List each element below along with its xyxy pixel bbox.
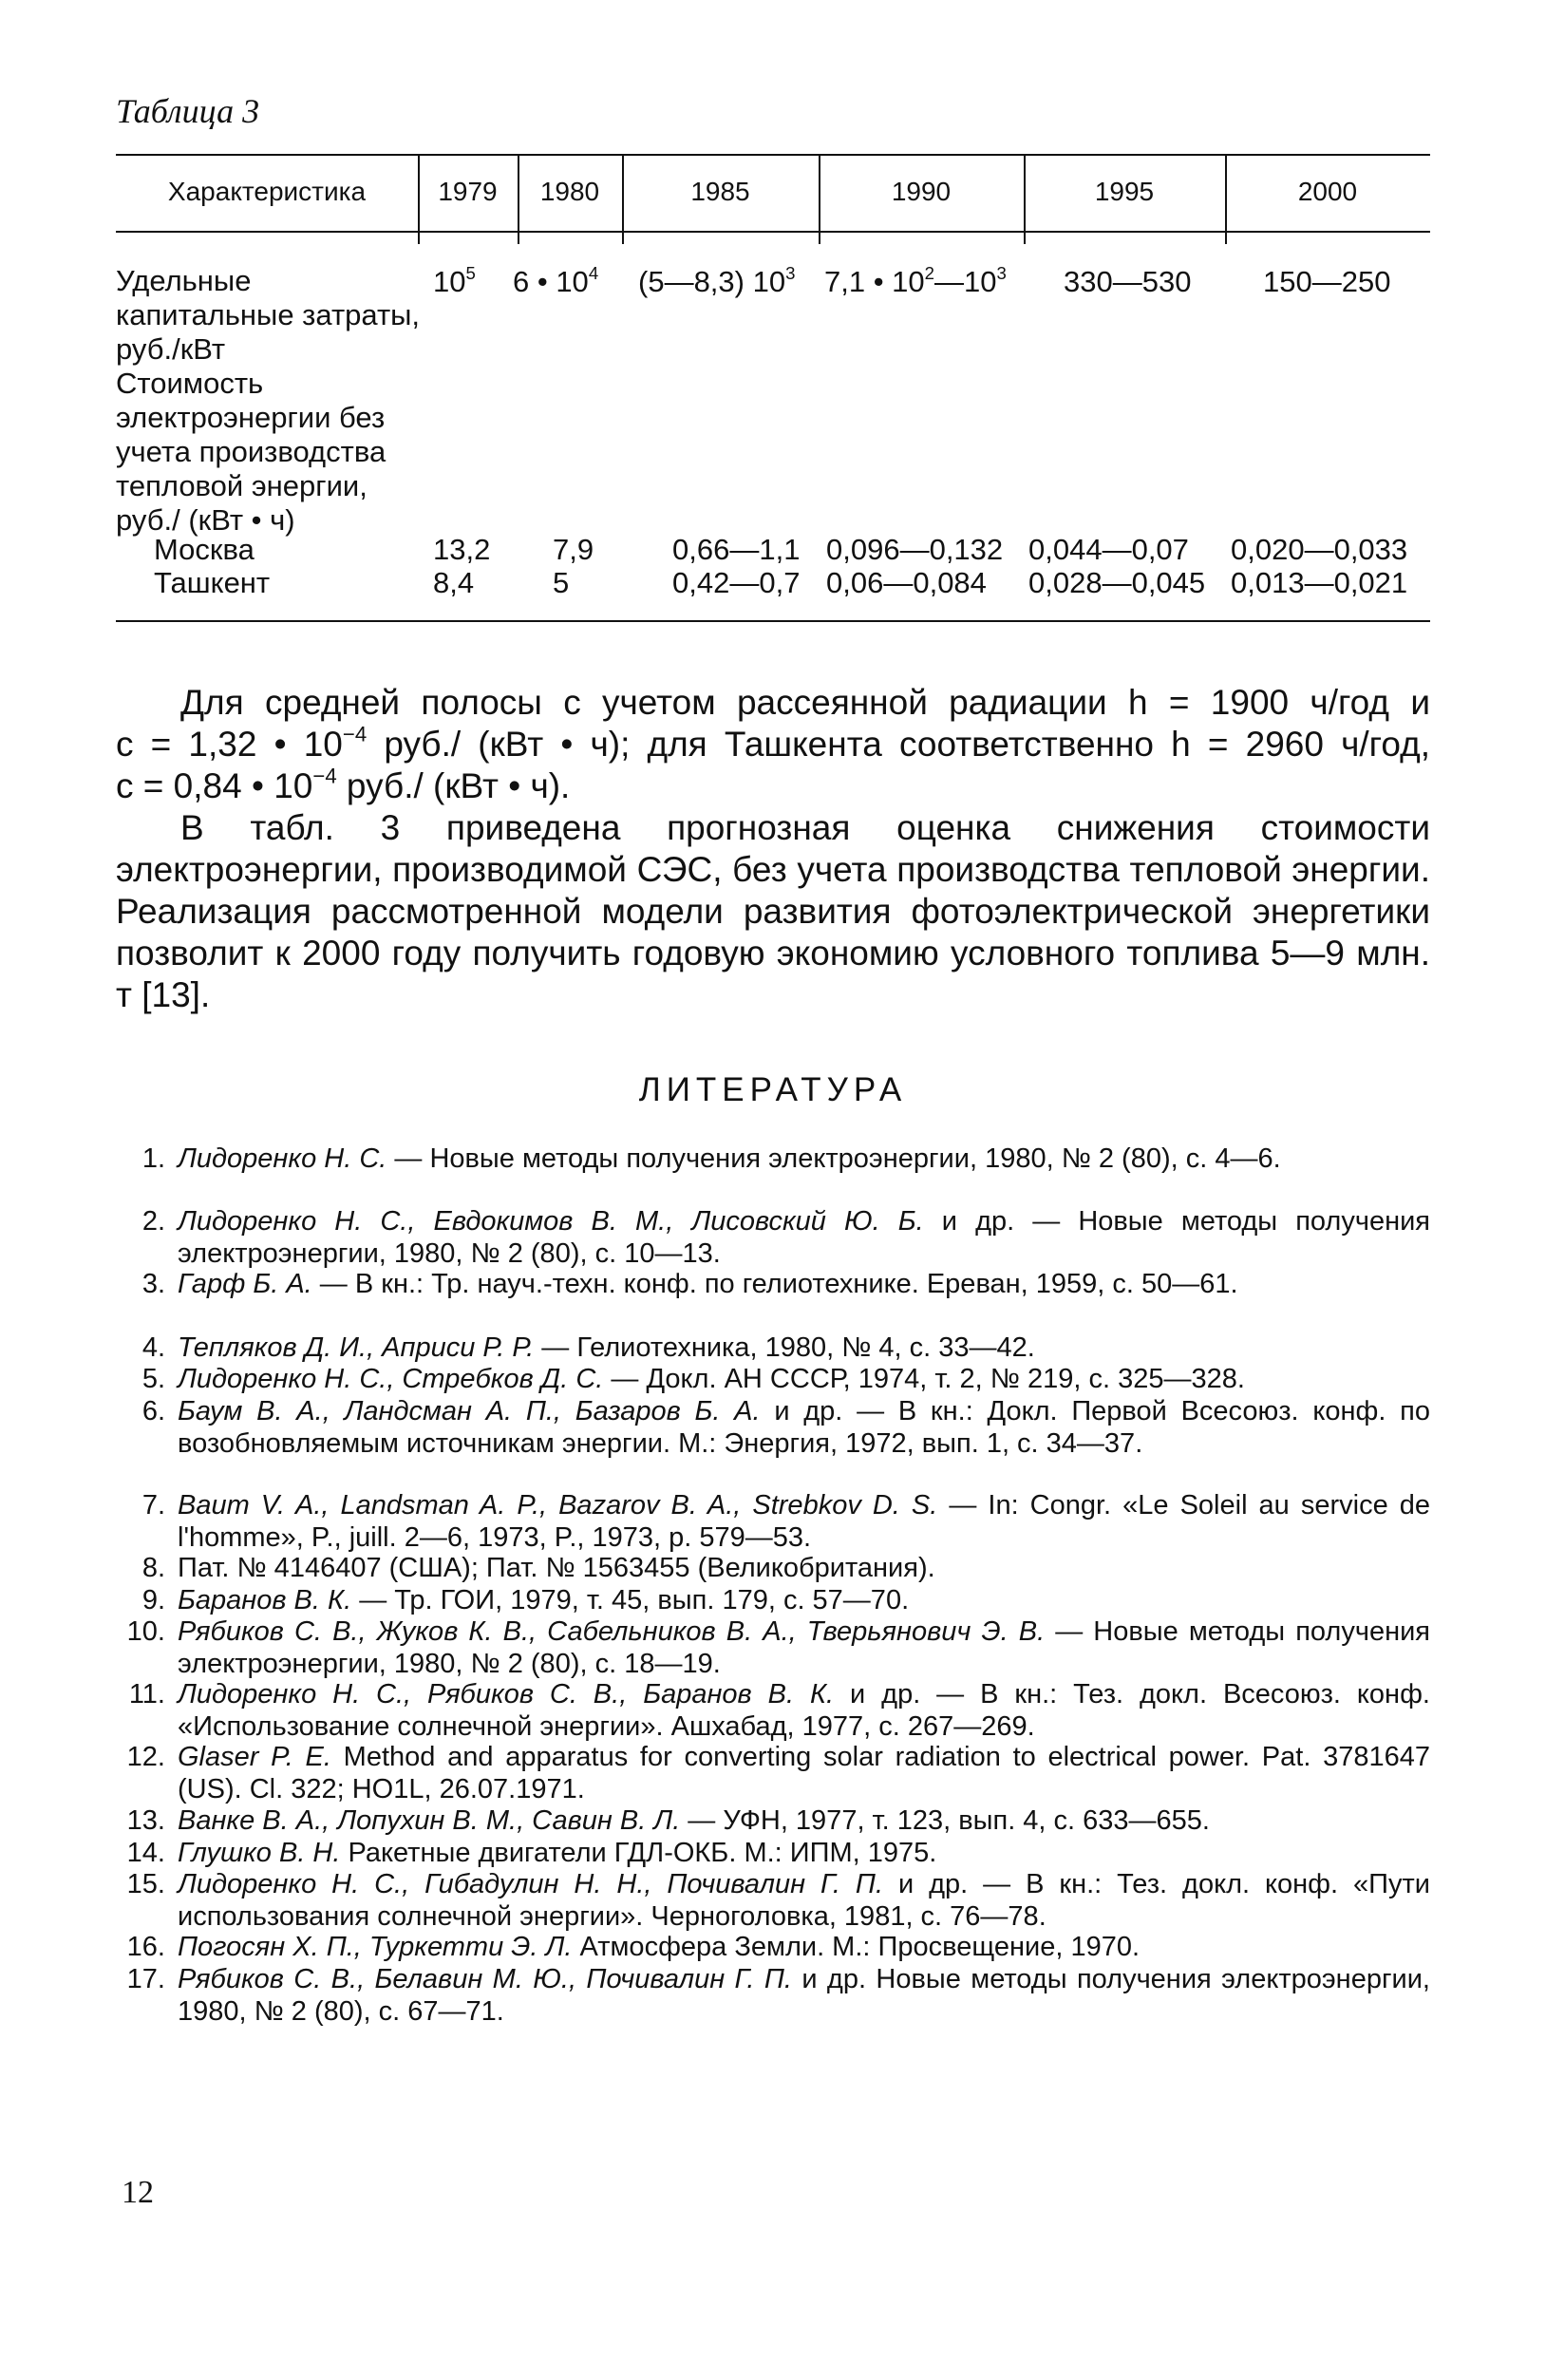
reference-item: 11. Лидоренко Н. С., Рябиков С. В., Баранов В. К. и др. — В кн.: Тез. докл. Всесоюз. конф. «Использование солнечной энергии». Ашхабад, 1977, с. 267—269.: [128, 1679, 1430, 1742]
table-bottom-rule: [116, 620, 1430, 622]
cell-moscow-1995: 0,044—0,07: [1028, 533, 1189, 566]
paragraph-line: c = 0,84 • $10^{-4}$ руб./ (кВт • ч).: [116, 764, 571, 805]
reference-item: 17. Рябиков С. В., Белавин М. Ю., Почивалин Г. П. и др. Новые методы получения электроэнергии, 1980, № 2 (80), с. 67—71.: [126, 1964, 1430, 2027]
cell-capital-1990: 7,1 • $10^2—10^3$: [824, 262, 1007, 298]
reference-item: 10. Рябиков С. В., Жуков К. В., Сабельников В. А., Тверьянович Э. В. — Новые методы получения электроэнергии, 1980, № 2 (80), с. 18—19.: [126, 1616, 1430, 1679]
cell-capital-1995: 330—530: [1064, 265, 1192, 298]
cell-tashkent-1995: 0,028—0,045: [1028, 566, 1206, 599]
reference-item: 12. Glaser P. E. Method and apparatus for converting solar radiation to electrical power. Pat. 3781647 (US). Cl. 322; HO1L, 26.07.1971.: [126, 1742, 1430, 1804]
cell-tashkent-1980: 5: [553, 566, 570, 599]
table-header-characteristic: Характеристика: [167, 177, 367, 206]
table-header-2000: 2000: [1297, 177, 1358, 206]
cell-capital-1980: 6 • $10^4$: [513, 262, 599, 298]
cell-capital-1985: (5—8,3) $10^3$: [638, 262, 796, 298]
cell-tashkent-1985: 0,42—0,7: [672, 566, 801, 599]
reference-item: 7. Baum V. A., Landsman A. P., Bazarov B. A., Strebkov D. S. — In: Congr. «Le Soleil au service de l'homme», P., juill. 2—6, 1973, P., 1973, p. 579—53.: [141, 1490, 1431, 1553]
row-label-capital-costs: Удельные капитальные затраты, руб./кВт: [116, 264, 421, 366]
reference-item: 15. Лидоренко Н. С., Гибадулин Н. Н., Почивалин Г. П. и др. — В кн.: Тез. докл. конф. «Пути использования солнечной энергии». Черноголовка, 1981, с. 76—78.: [126, 1869, 1431, 1932]
cell-tashkent-1979: 8,4: [433, 566, 475, 599]
table-header-1979: 1979: [438, 177, 498, 206]
table-header-1980: 1980: [539, 177, 600, 206]
paragraph-line: Для средней полосы с учетом рассеянной радиации h = 1900 ч/год и: [180, 683, 1430, 722]
paragraph-line: c = 1,32 • $10^{-4}$ руб./ (кВт • ч); для Ташкента соответственно h = 2960 ч/год,: [116, 722, 1430, 764]
table-top-rule: [116, 154, 1430, 156]
table-header-rule: [116, 231, 1430, 233]
paragraph-forecast: В табл. 3 приведена прогнозная оценка снижения стоимости электроэнергии, производимой СЭС, без учета производства тепловой энергии. Реализация рассмотренной модели развития фотоэлектрической энергетики позволит к 2000 году получить годовую экономию условного топлива 5—9 млн. т [13].: [116, 808, 1430, 1014]
cell-tashkent-2000: 0,013—0,021: [1231, 566, 1408, 599]
cell-tashkent-1990: 0,06—0,084: [826, 566, 987, 599]
cell-capital-2000: 150—250: [1263, 265, 1391, 298]
reference-item: 1. Лидоренко Н. С. — Новые методы получения электроэнергии, 1980, № 2 (80), с. 4—6.: [141, 1143, 1281, 1174]
row-label-tashkent: Ташкент: [154, 566, 271, 599]
reference-item: 5. Лидоренко Н. С., Стребков Д. С. — Докл. АН СССР, 1974, т. 2, № 219, с. 325—328.: [141, 1364, 1245, 1394]
reference-item: 13. Ванке В. А., Лопухин В. М., Савин В. Л. — УФН, 1977, т. 123, вып. 4, с. 633—655.: [126, 1805, 1210, 1836]
reference-item: 3. Гарф Б. А. — В кн.: Тр. науч.-техн. конф. по гелиотехнике. Ереван, 1959, с. 50—61.: [141, 1269, 1238, 1299]
table-caption: Таблица 3: [116, 92, 260, 130]
reference-item: 2. Лидоренко Н. С., Евдокимов В. М., Лисовский Ю. Б. и др. — Новые методы получения электроэнергии, 1980, № 2 (80), с. 10—13.: [141, 1206, 1430, 1269]
cell-moscow-1979: 13,2: [433, 533, 491, 566]
reference-item: 4. Тепляков Д. И., Априси Р. Р. — Гелиотехника, 1980, № 4, с. 33—42.: [141, 1332, 1035, 1363]
cell-moscow-2000: 0,020—0,033: [1231, 533, 1408, 566]
reference-item: 9. Баранов В. К. — Тр. ГОИ, 1979, т. 45, вып. 179, с. 57—70.: [141, 1585, 910, 1615]
table-header-1990: 1990: [891, 177, 952, 206]
table-header-1985: 1985: [690, 177, 750, 206]
reference-item: 8. Пат. № 4146407 (США); Пат. № 1563455 (Великобритания).: [141, 1553, 935, 1583]
row-label-energy-cost: Стоимость электроэнергии без учета производства тепловой энергии, руб./ (кВт • ч): [116, 367, 386, 537]
row-label-moscow: Москва: [154, 533, 255, 566]
paragraph-radiation: [116, 682, 1430, 807]
cell-moscow-1990: 0,096—0,132: [826, 533, 1004, 566]
page-number: 12: [122, 2175, 154, 2210]
reference-item: 6. Баум В. А., Ландсман А. П., Базаров Б. А. и др. — В кн.: Докл. Первой Всесоюз. конф. по возобновляемым источникам энергии. М.: Энергия, 1972, вып. 1, с. 34—37.: [141, 1396, 1430, 1459]
cell-capital-1979: $10^5$: [433, 262, 476, 298]
reference-item: 14. Глушко В. Н. Ракетные двигатели ГДЛ-ОКБ. М.: ИПМ, 1975.: [126, 1838, 937, 1868]
cell-moscow-1985: 0,66—1,1: [672, 533, 801, 566]
reference-item: 16. Погосян Х. П., Туркетти Э. Л. Атмосфера Земли. М.: Просвещение, 1970.: [126, 1932, 1141, 1962]
table-header-1995: 1995: [1094, 177, 1155, 206]
section-heading: ЛИТЕРАТУРА: [638, 1071, 908, 1108]
cell-moscow-1980: 7,9: [553, 533, 594, 566]
